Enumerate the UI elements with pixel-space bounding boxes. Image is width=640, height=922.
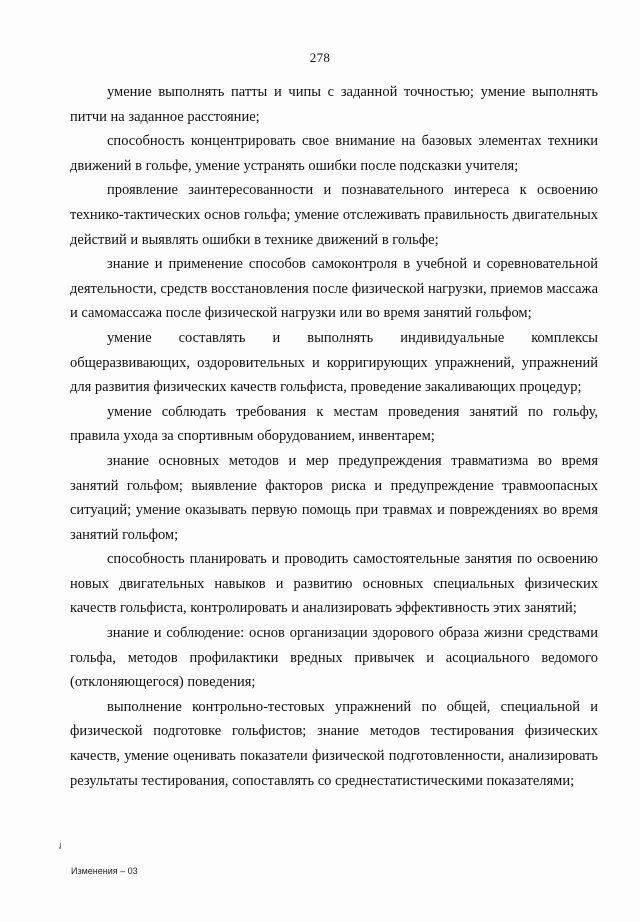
paragraph: умение соблюдать требования к местам проведения занятий по гольфу, правила ухода за спортивным оборудованием, инвентарем; — [70, 403, 598, 445]
revision-footer: Изменения – 03 — [71, 866, 138, 876]
paragraph: знание и применение способов самоконтроля в учебной и соревновательной деятельности, средств восстановления после физической нагрузки, приемов массажа и самомассажа после физической нагрузки или во время занятий гольфом; — [70, 256, 598, 322]
page-number: 278 — [309, 50, 331, 65]
paragraph: способность концентрировать свое внимание на базовых элементах техники движений в гольфе, умение устранять ошибки после подсказки учителя; — [70, 133, 598, 174]
scan-mark: ✓ — [54, 839, 67, 853]
paragraph: выполнение контрольно-тестовых упражнений по общей, специальной и физической подготовке гольфистов; знание методов тестирования физических качеств, умение оценивать показатели физической подготовленности, анализировать результаты тестирования, сопоставлять со среднестатистическими показателями; — [70, 698, 598, 789]
paragraph: знание и соблюдение: основ организации здорового образа жизни средствами гольфа, методов профилактики вредных привычек и асоциального ведомого (отклоняющегося) поведения; — [70, 625, 598, 691]
paragraph: умение составлять и выполнять индивидуальные комплексы общеразвивающих, оздоровительных и корригирующих упражнений, упражнений для развития физических качеств гольфиста, проведение закаливающих процедур; — [70, 329, 598, 396]
paragraph: умение выполнять патты и чипы с заданной точностью; умение выполнять питчи на заданное расстояние; — [70, 84, 598, 125]
body-text — [70, 80, 598, 793]
paragraph: способность планировать и проводить самостоятельные занятия по освоению новых двигательных навыков и развитию основных специальных физических качеств гольфиста, контролировать и анализировать эффективность этих занятий; — [70, 551, 598, 617]
paragraph: знание основных методов и мер предупреждения травматизма во время занятий гольфом; выявление факторов риска и предупреждение травмоопасных ситуаций; умение оказывать первую помощь при травмах и повреждениях во время занятий гольфом; — [70, 452, 598, 543]
paragraph: проявление заинтересованности и познавательного интереса к освоению технико-тактических основ гольфа; умение отслеживать правильность двигательных действий и выявлять ошибки в технике движений в гольфе; — [70, 182, 598, 248]
